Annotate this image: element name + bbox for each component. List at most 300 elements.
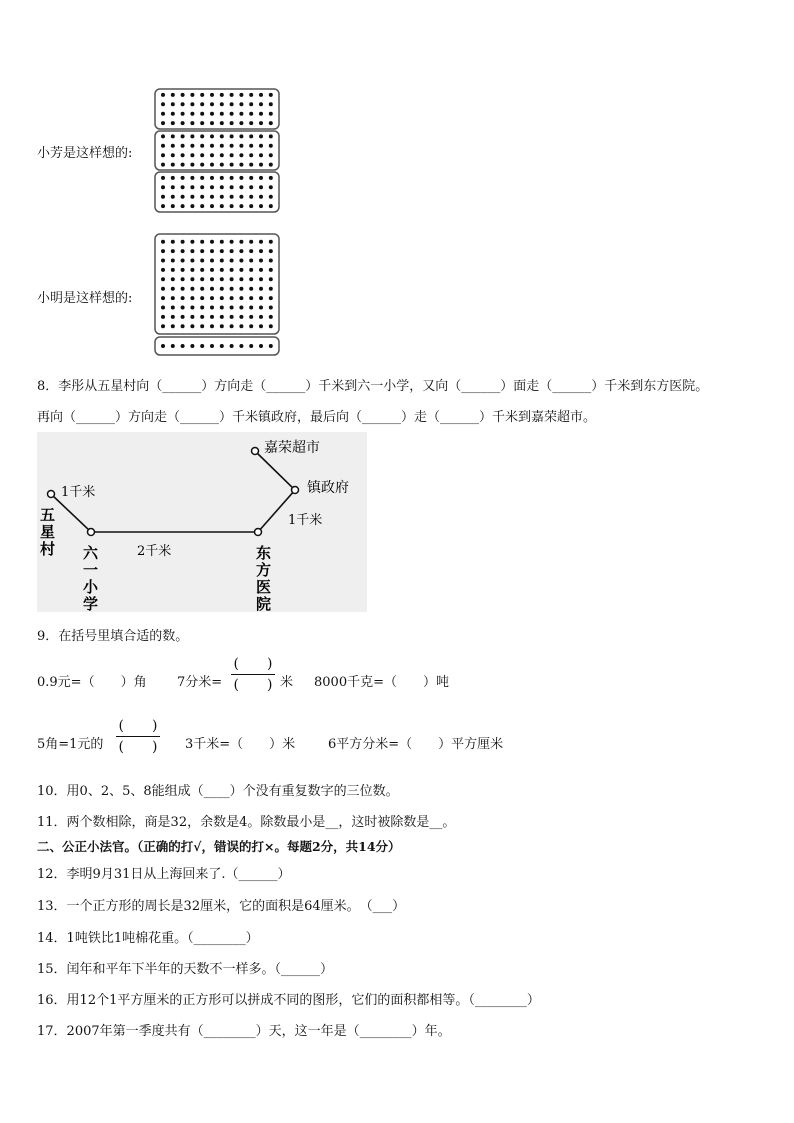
svg-text:方: 方	[256, 561, 272, 579]
dot	[200, 112, 204, 116]
dot	[200, 249, 204, 253]
dot	[230, 277, 234, 281]
svg-text:院: 院	[256, 595, 272, 612]
dot	[249, 259, 253, 263]
dot	[171, 185, 175, 189]
dot	[259, 344, 263, 348]
question-8-line2: 再向（______）方向走（______）千米镇政府，最后向（______）走（______）千米到嘉荣超市。	[37, 410, 597, 425]
question-13: 13．一个正方形的周长是32厘米，它的面积是64厘米。 （___）	[37, 899, 406, 914]
dot	[210, 153, 214, 157]
dot	[239, 153, 243, 157]
xiaofang-label: 小芳是这样想的:	[37, 146, 133, 161]
dot	[259, 249, 263, 253]
dot	[161, 268, 165, 272]
dot	[230, 185, 234, 189]
dot	[259, 93, 263, 97]
dot	[161, 204, 165, 208]
dot	[230, 240, 234, 244]
dot	[249, 268, 253, 272]
dot	[210, 287, 214, 291]
dot	[220, 112, 224, 116]
dot	[190, 112, 194, 116]
question-14: 14．1吨铁比1吨棉花重。（________）	[37, 931, 259, 946]
dot	[220, 185, 224, 189]
dot	[249, 112, 253, 116]
dot	[269, 277, 273, 281]
dot	[249, 176, 253, 180]
dot	[181, 268, 185, 272]
question-8-line1: 8．李彤从五星村向（______）方向走（______）千米到六一小学，又向（______）面走（______）千米到东方医院。	[37, 379, 709, 394]
node-liuyi	[88, 529, 95, 536]
dot	[269, 134, 273, 138]
dot	[269, 259, 273, 263]
dot	[181, 134, 185, 138]
dot	[181, 195, 185, 199]
dot	[220, 306, 224, 310]
dot	[230, 134, 234, 138]
dot	[181, 204, 185, 208]
dot	[161, 296, 165, 300]
dot	[200, 204, 204, 208]
dot	[220, 153, 224, 157]
dot	[220, 163, 224, 167]
dot	[171, 259, 175, 263]
dot	[161, 93, 165, 97]
dot	[210, 249, 214, 253]
dot	[200, 93, 204, 97]
dot	[171, 344, 175, 348]
dot	[239, 163, 243, 167]
dot	[200, 268, 204, 272]
dot	[190, 153, 194, 157]
dot	[259, 324, 263, 328]
question-11: 11．两个数相除，商是32，余数是4。除数最小是__，这时被除数是__。	[37, 815, 456, 830]
dot	[210, 315, 214, 319]
label-wuxingcun	[40, 506, 55, 558]
dot	[239, 144, 243, 148]
dot	[200, 144, 204, 148]
dot	[161, 259, 165, 263]
dot	[190, 268, 194, 272]
dot	[239, 249, 243, 253]
fraction-1-numerator: ( )	[233, 656, 273, 672]
fraction-2-numerator: ( )	[118, 718, 158, 734]
dot	[161, 176, 165, 180]
dot	[259, 121, 263, 125]
dot	[171, 195, 175, 199]
node-zhenzhengfu	[292, 487, 299, 494]
dot	[200, 163, 204, 167]
dot	[181, 102, 185, 106]
dot	[171, 287, 175, 291]
dot	[171, 204, 175, 208]
dot	[230, 315, 234, 319]
dot	[161, 306, 165, 310]
dot	[269, 287, 273, 291]
dot	[210, 112, 214, 116]
xiaoming-dot-figure	[154, 233, 282, 357]
dot	[200, 344, 204, 348]
dot	[259, 306, 263, 310]
dot	[239, 240, 243, 244]
svg-text:一: 一	[83, 561, 99, 579]
dot	[210, 185, 214, 189]
dot	[249, 240, 253, 244]
dot	[259, 268, 263, 272]
dot	[239, 93, 243, 97]
fraction-1-bar	[231, 674, 275, 675]
dot	[190, 296, 194, 300]
dot	[230, 306, 234, 310]
dot	[171, 324, 175, 328]
dot	[230, 268, 234, 272]
dot	[230, 144, 234, 148]
dot	[171, 102, 175, 106]
dot	[190, 102, 194, 106]
dot	[230, 102, 234, 106]
dot	[249, 315, 253, 319]
dot	[230, 153, 234, 157]
dot	[181, 121, 185, 125]
dot	[230, 93, 234, 97]
dot	[220, 277, 224, 281]
q9-row2-c: 6平方分米=（ ）平方厘米	[328, 737, 504, 752]
dot	[269, 102, 273, 106]
dot	[210, 259, 214, 263]
dot	[239, 259, 243, 263]
dot	[200, 324, 204, 328]
dot-box-large	[155, 234, 279, 334]
dot	[210, 134, 214, 138]
q9-row1-a: 0.9元=（ ）角	[37, 675, 147, 690]
question-9-title: 9．在括号里填合适的数。	[37, 629, 189, 644]
dot	[269, 112, 273, 116]
dot	[171, 163, 175, 167]
dot	[200, 287, 204, 291]
dot	[161, 240, 165, 244]
label-dist-top-left: 1千米	[61, 485, 96, 500]
dot	[171, 240, 175, 244]
dot	[249, 185, 253, 189]
dot	[210, 344, 214, 348]
q9-row1-b-unit: 米	[280, 675, 294, 690]
dot	[239, 121, 243, 125]
dot	[190, 240, 194, 244]
dot	[259, 259, 263, 263]
node-dongfang	[255, 529, 262, 536]
dot	[161, 112, 165, 116]
dot	[259, 296, 263, 300]
dot	[171, 121, 175, 125]
dot	[239, 102, 243, 106]
dot	[181, 315, 185, 319]
dot	[230, 176, 234, 180]
question-12: 12．李明9月31日从上海回来了.（______）	[37, 867, 291, 882]
dot	[269, 153, 273, 157]
dot	[239, 268, 243, 272]
dot	[249, 296, 253, 300]
dot	[200, 306, 204, 310]
dot	[210, 144, 214, 148]
dot	[220, 144, 224, 148]
dot	[171, 268, 175, 272]
dot	[259, 240, 263, 244]
dot	[210, 195, 214, 199]
dot	[190, 93, 194, 97]
dot	[171, 249, 175, 253]
dot	[269, 268, 273, 272]
dot	[259, 163, 263, 167]
dot	[269, 306, 273, 310]
dot	[190, 134, 194, 138]
dot	[171, 315, 175, 319]
dot	[171, 144, 175, 148]
dot	[200, 185, 204, 189]
dot	[181, 176, 185, 180]
dot	[259, 144, 263, 148]
dot	[190, 259, 194, 263]
dot	[190, 287, 194, 291]
dot	[220, 259, 224, 263]
dot	[259, 315, 263, 319]
dot	[190, 185, 194, 189]
label-dist-right: 1千米	[288, 513, 323, 528]
dot	[259, 102, 263, 106]
dot	[269, 249, 273, 253]
dot	[269, 324, 273, 328]
dot	[181, 296, 185, 300]
dot	[230, 121, 234, 125]
dot	[239, 296, 243, 300]
dot	[249, 204, 253, 208]
svg-text:星: 星	[40, 523, 56, 541]
dot	[220, 134, 224, 138]
dot	[220, 287, 224, 291]
dot	[259, 185, 263, 189]
dot	[220, 268, 224, 272]
dot	[210, 324, 214, 328]
dot	[171, 153, 175, 157]
dot	[239, 195, 243, 199]
dot	[181, 287, 185, 291]
dot	[210, 204, 214, 208]
dot	[249, 249, 253, 253]
label-dongfang	[256, 544, 271, 612]
dot	[269, 240, 273, 244]
xiaofang-dot-figure	[154, 88, 282, 214]
dot	[190, 195, 194, 199]
dot	[239, 204, 243, 208]
dot	[181, 153, 185, 157]
dot	[181, 93, 185, 97]
dot	[190, 277, 194, 281]
dot	[259, 195, 263, 199]
dot	[200, 259, 204, 263]
dot	[190, 249, 194, 253]
question-15: 15．闰年和平年下半年的天数不一样多。（______）	[37, 962, 334, 977]
q9-row1-b: 7分米=	[177, 675, 223, 690]
dot	[200, 134, 204, 138]
dot	[190, 144, 194, 148]
dot	[249, 324, 253, 328]
fraction-1	[229, 655, 277, 694]
svg-text:六: 六	[83, 544, 99, 562]
dot	[249, 344, 253, 348]
dot	[190, 121, 194, 125]
q9-row2-b: 3千米=（ ）米	[185, 737, 296, 752]
dot	[161, 163, 165, 167]
dot	[171, 112, 175, 116]
dot	[181, 277, 185, 281]
dot	[230, 249, 234, 253]
dot	[249, 163, 253, 167]
dot	[161, 134, 165, 138]
label-jiarong: 嘉荣超市	[264, 440, 320, 456]
dot	[249, 93, 253, 97]
dot-box-2	[155, 131, 279, 170]
dot	[190, 306, 194, 310]
route-map	[37, 432, 367, 612]
dot	[220, 195, 224, 199]
dot-box-small	[155, 337, 279, 355]
dot	[239, 344, 243, 348]
dot	[161, 102, 165, 106]
section-2-heading: 二、公正小法官。（正确的打√，错误的打×。每题2分，共14分）	[37, 839, 401, 854]
dot	[230, 112, 234, 116]
dot	[230, 195, 234, 199]
dot	[200, 277, 204, 281]
dot	[210, 306, 214, 310]
dot	[161, 344, 165, 348]
label-dist-bottom: 2千米	[137, 544, 172, 559]
dot	[161, 315, 165, 319]
dot	[269, 144, 273, 148]
dot	[220, 93, 224, 97]
dot	[190, 344, 194, 348]
dot	[259, 153, 263, 157]
dot	[220, 315, 224, 319]
dot	[161, 287, 165, 291]
dot	[161, 195, 165, 199]
dot	[200, 176, 204, 180]
dot	[220, 121, 224, 125]
label-liuyi	[83, 544, 99, 612]
dot	[239, 315, 243, 319]
dot	[220, 296, 224, 300]
dot	[210, 121, 214, 125]
dot	[269, 163, 273, 167]
dot	[269, 296, 273, 300]
fraction-2	[114, 717, 162, 756]
dot	[220, 176, 224, 180]
dot	[210, 93, 214, 97]
dot	[269, 185, 273, 189]
dot	[259, 287, 263, 291]
dot	[200, 296, 204, 300]
dot	[239, 306, 243, 310]
dot	[190, 163, 194, 167]
dot	[210, 176, 214, 180]
node-jiarong	[252, 448, 259, 455]
dot	[200, 121, 204, 125]
dot	[259, 112, 263, 116]
dot	[230, 259, 234, 263]
dot	[249, 144, 253, 148]
dot	[249, 287, 253, 291]
dot	[181, 112, 185, 116]
dot	[249, 102, 253, 106]
node-wuxingcun	[48, 491, 55, 498]
fraction-1-denominator: ( )	[233, 677, 273, 693]
dot	[269, 204, 273, 208]
q9-row1-c: 8000千克=（ ）吨	[314, 675, 449, 690]
dot	[259, 277, 263, 281]
dot	[220, 249, 224, 253]
dot	[161, 249, 165, 253]
question-10: 10．用0、2、5、8能组成（____）个没有重复数字的三位数。	[37, 784, 399, 799]
dot	[200, 195, 204, 199]
dot	[190, 204, 194, 208]
dot	[239, 134, 243, 138]
dot-box-3	[155, 172, 279, 212]
dot	[249, 134, 253, 138]
svg-text:村: 村	[40, 540, 56, 558]
dot	[269, 195, 273, 199]
q9-row2-a: 5角=1元的	[37, 737, 104, 752]
dot	[269, 121, 273, 125]
dot	[210, 102, 214, 106]
dot	[171, 134, 175, 138]
dot	[161, 324, 165, 328]
dot	[269, 93, 273, 97]
dot	[259, 204, 263, 208]
dot	[200, 153, 204, 157]
dot	[269, 176, 273, 180]
dot	[171, 93, 175, 97]
dot	[210, 163, 214, 167]
dot	[161, 185, 165, 189]
dot	[171, 277, 175, 281]
svg-text:东: 东	[256, 544, 272, 562]
svg-text:小: 小	[83, 578, 99, 596]
dot	[239, 287, 243, 291]
dot	[230, 287, 234, 291]
dot	[181, 344, 185, 348]
dot	[181, 240, 185, 244]
dot	[239, 277, 243, 281]
dot	[181, 144, 185, 148]
dot	[200, 240, 204, 244]
dot	[269, 344, 273, 348]
dot	[230, 296, 234, 300]
svg-text:五: 五	[40, 506, 56, 524]
dot	[181, 324, 185, 328]
dot	[220, 102, 224, 106]
dot	[249, 195, 253, 199]
dot	[190, 315, 194, 319]
dot	[230, 163, 234, 167]
dot	[230, 344, 234, 348]
fraction-2-denominator: ( )	[118, 739, 158, 755]
dot	[230, 324, 234, 328]
dot	[220, 204, 224, 208]
dot	[220, 324, 224, 328]
dot	[239, 185, 243, 189]
dot	[171, 176, 175, 180]
dot	[171, 296, 175, 300]
dot	[161, 144, 165, 148]
dot	[239, 176, 243, 180]
